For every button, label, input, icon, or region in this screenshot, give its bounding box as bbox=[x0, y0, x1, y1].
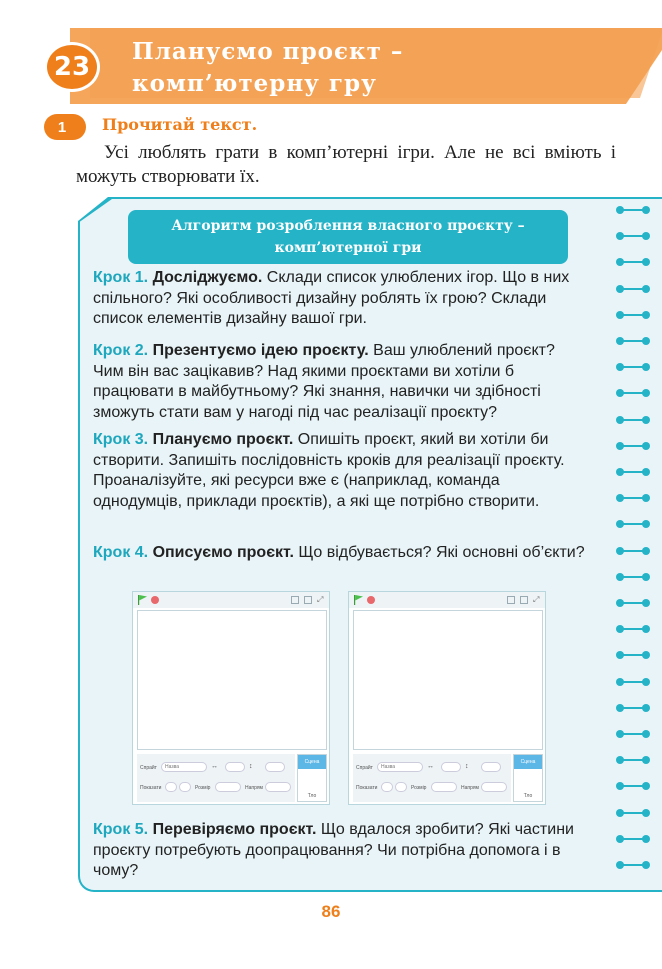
stop-icon[interactable] bbox=[367, 596, 375, 604]
stop-icon[interactable] bbox=[151, 596, 159, 604]
show-label: Показати bbox=[140, 785, 162, 791]
direction-label: Напрям bbox=[461, 785, 479, 791]
spiral-ring bbox=[614, 257, 654, 267]
scene-header: Сцена bbox=[514, 755, 542, 769]
lesson-title bbox=[132, 36, 403, 100]
backdrops-label: Тло bbox=[307, 793, 317, 799]
spiral-ring bbox=[614, 834, 654, 844]
y-arrow-icon: ↕ bbox=[249, 763, 253, 770]
algorithm-heading bbox=[128, 210, 568, 264]
stage-toolbar bbox=[133, 592, 329, 608]
x-arrow-icon: ↔ bbox=[211, 763, 218, 770]
y-input[interactable] bbox=[481, 762, 501, 772]
step-title: Описуємо проєкт. bbox=[152, 544, 294, 561]
x-arrow-icon: ↔ bbox=[427, 763, 434, 770]
spiral-ring bbox=[614, 467, 654, 477]
fullscreen-icon[interactable]: ⤢ bbox=[533, 595, 540, 604]
step-title: Презентуємо ідею проєкту. bbox=[152, 342, 369, 359]
show-eye-icon[interactable] bbox=[165, 782, 177, 792]
scratch-editor-panel bbox=[132, 591, 330, 805]
sprite-properties bbox=[353, 754, 511, 802]
task-number-badge: 1 bbox=[44, 114, 86, 140]
large-stage-icon[interactable] bbox=[304, 596, 312, 604]
spiral-ring bbox=[614, 755, 654, 765]
y-input[interactable] bbox=[265, 762, 285, 772]
sprite-name-input[interactable]: Назва bbox=[377, 762, 423, 772]
step-title: Плануємо проєкт. bbox=[152, 431, 294, 448]
stage-area[interactable] bbox=[353, 610, 543, 750]
large-stage-icon[interactable] bbox=[520, 596, 528, 604]
spiral-ring bbox=[614, 362, 654, 372]
spiral-ring bbox=[614, 729, 654, 739]
spiral-ring bbox=[614, 519, 654, 529]
spiral-ring bbox=[614, 860, 654, 870]
small-stage-icon[interactable] bbox=[507, 596, 515, 604]
stage-toolbar bbox=[349, 592, 545, 608]
scene-panel[interactable] bbox=[513, 754, 543, 802]
spiral-ring bbox=[614, 231, 654, 241]
algorithm-heading-line1: Алгоритм розроблення власного проєкту – bbox=[171, 218, 525, 234]
green-flag-icon[interactable] bbox=[354, 595, 363, 605]
sprite-name-input[interactable]: Назва bbox=[161, 762, 207, 772]
x-input[interactable] bbox=[225, 762, 245, 772]
sprite-label: Спрайт bbox=[356, 765, 373, 771]
spiral-ring bbox=[614, 808, 654, 818]
step-label: Крок 5. bbox=[93, 821, 149, 838]
backdrops-label: Тло bbox=[523, 793, 533, 799]
x-input[interactable] bbox=[441, 762, 461, 772]
spiral-ring bbox=[614, 546, 654, 556]
direction-input[interactable] bbox=[481, 782, 507, 792]
spiral-ring bbox=[614, 284, 654, 294]
spiral-ring bbox=[614, 677, 654, 687]
card-corner-fold bbox=[78, 197, 112, 223]
scratch-editor-panel bbox=[348, 591, 546, 805]
step-label: Крок 3. bbox=[93, 431, 149, 448]
step-label: Крок 4. bbox=[93, 544, 149, 561]
show-eye-icon[interactable] bbox=[381, 782, 393, 792]
page-number: 86 bbox=[321, 902, 341, 921]
algorithm-heading-line2: комп’ютерної гри bbox=[274, 240, 422, 256]
direction-input[interactable] bbox=[265, 782, 291, 792]
spiral-ring bbox=[614, 598, 654, 608]
spiral-ring bbox=[614, 441, 654, 451]
step-title: Досліджуємо. bbox=[152, 269, 263, 286]
spiral-ring bbox=[614, 493, 654, 503]
size-label: Розмір bbox=[195, 785, 211, 791]
spiral-ring bbox=[614, 388, 654, 398]
spiral-ring bbox=[614, 624, 654, 634]
step-1 bbox=[93, 268, 587, 330]
spiral-ring bbox=[614, 781, 654, 791]
spiral-ring bbox=[614, 310, 654, 320]
step-text: Ваш улюблений проєкт? Чим він вас зацікавив? Над якими проєктами ви хотіли б працювати в майбутньому? Які знання, навички чи здібності зможуть стати вам у нагоді під час реалізації проєкту? bbox=[93, 342, 555, 421]
notebook-spiral bbox=[614, 205, 654, 885]
size-input[interactable] bbox=[431, 782, 457, 792]
scene-panel[interactable] bbox=[297, 754, 327, 802]
spiral-ring bbox=[614, 336, 654, 346]
spiral-ring bbox=[614, 205, 654, 215]
step-label: Крок 2. bbox=[93, 342, 149, 359]
lesson-number-badge: 23 bbox=[44, 42, 100, 92]
spiral-ring bbox=[614, 650, 654, 660]
scene-header: Сцена bbox=[298, 755, 326, 769]
step-text: Що вдалося зробити? Які частини проєкту потребують доопрацювання? Чи потрібна допомога і в чому? bbox=[93, 821, 574, 879]
step-2 bbox=[93, 341, 587, 423]
spiral-ring bbox=[614, 572, 654, 582]
size-input[interactable] bbox=[215, 782, 241, 792]
step-5 bbox=[93, 820, 587, 882]
green-flag-icon[interactable] bbox=[138, 595, 147, 605]
hide-eye-icon[interactable] bbox=[395, 782, 407, 792]
step-3 bbox=[93, 430, 587, 512]
y-arrow-icon: ↕ bbox=[465, 763, 469, 770]
lesson-title-line1: Плануємо проєкт – bbox=[132, 38, 404, 65]
step-label: Крок 1. bbox=[93, 269, 149, 286]
sprite-label: Спрайт bbox=[140, 765, 157, 771]
step-title: Перевіряємо проєкт. bbox=[152, 821, 317, 838]
task-title: Прочитай текст. bbox=[102, 115, 258, 134]
size-label: Розмір bbox=[411, 785, 427, 791]
hide-eye-icon[interactable] bbox=[179, 782, 191, 792]
sprite-properties bbox=[137, 754, 295, 802]
spiral-ring bbox=[614, 703, 654, 713]
small-stage-icon[interactable] bbox=[291, 596, 299, 604]
step-text: Склади список улюблених ігор. Що в них спільного? Які особливості дизайну роблять їх грою? Склади список елементів дизайну вашої гри. bbox=[93, 269, 570, 327]
step-text: Опишіть проєкт, який ви хотіли би створити. Запишіть послідовність кроків для реалізації проєкту. Проаналізуйте, які ресурси вже є (наприклад, команда однодумців, приклади проєктів), а які ще потрібно створити. bbox=[93, 431, 565, 510]
step-4 bbox=[93, 543, 587, 564]
task-text: Усі люблять грати в комп’ютерні ігри. Але не всі вміють і можуть створювати їх. bbox=[76, 142, 616, 187]
stage-area[interactable] bbox=[137, 610, 327, 750]
spiral-ring bbox=[614, 415, 654, 425]
step-text: Що відбувається? Які основні об’єкти? bbox=[298, 544, 585, 561]
lesson-title-line2: комп’ютерну гру bbox=[132, 70, 377, 97]
fullscreen-icon[interactable]: ⤢ bbox=[317, 595, 324, 604]
direction-label: Напрям bbox=[245, 785, 263, 791]
show-label: Показати bbox=[356, 785, 378, 791]
